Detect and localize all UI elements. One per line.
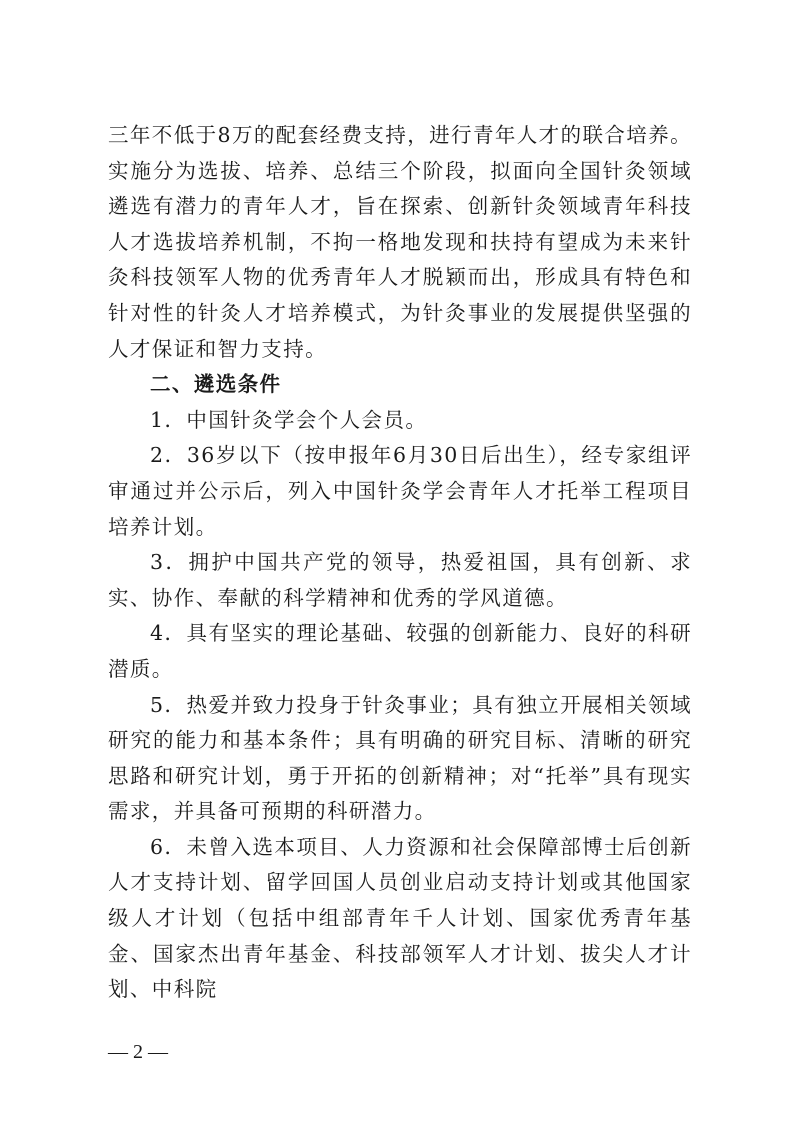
condition-item-4: 4．具有坚实的理论基础、较强的创新能力、良好的科研潜质。: [108, 621, 692, 681]
condition-item-2: 2．36岁以下（按申报年6月30日后出生），经专家组评审通过并公示后，列入中国针灸学会青年人才托举工程项目培养计划。: [108, 443, 692, 539]
section-heading: 二、遴选条件: [150, 372, 282, 397]
condition-item-1: 1．中国针灸学会个人会员。: [150, 407, 428, 432]
intro-paragraph: 三年不低于8万的配套经费支持，进行青年人才的联合培养。实施分为选拔、培养、总结三个阶段，拟面向全国针灸领域遴选有潜力的青年人才，旨在探索、创新针灸领域青年科技人才选拔培养机制，不拘一格地发现和扶持有望成为未来针灸科技领军人物的优秀青年人才脱颖而出，形成具有特色和针对性的针灸人才培养模式，为针灸事业的发展提供坚强的人才保证和智力支持。: [108, 123, 692, 361]
condition-item-3: 3．拥护中国共产党的领导，热爱祖国，具有创新、求实、协作、奉献的科学精神和优秀的学风道德。: [108, 550, 692, 610]
document-body: [108, 118, 692, 1008]
condition-item-5: 5．热爱并致力投身于针灸事业；具有独立开展相关领域研究的能力和基本条件；具有明确的研究目标、清晰的研究思路和研究计划，勇于开拓的创新精神；对“托举”具有现实需求，并具备可预期的科研潜力。: [108, 692, 692, 824]
page-number: — 2 —: [108, 1041, 168, 1063]
condition-item-6: 6．未曾入选本项目、人力资源和社会保障部博士后创新人才支持计划、留学回国人员创业启动支持计划或其他国家级人才计划（包括中组部青年千人计划、国家优秀青年基金、国家杰出青年基金、科技部领军人才计划、拔尖人才计划、中科院: [108, 834, 692, 1002]
